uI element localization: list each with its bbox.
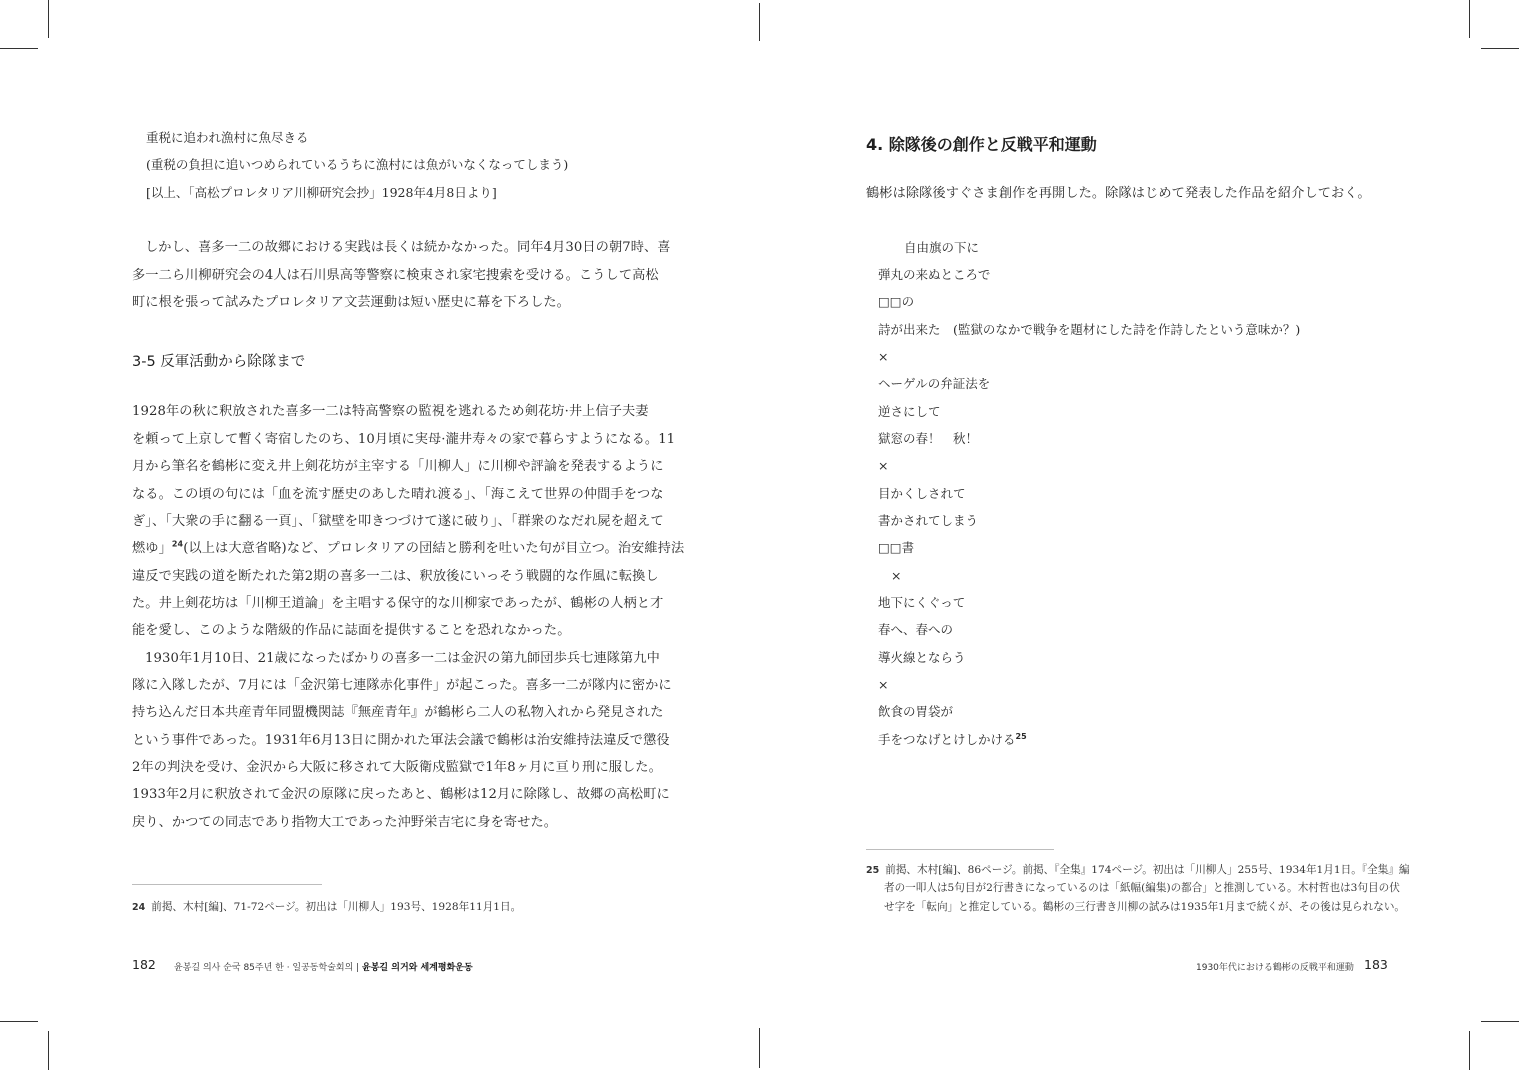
paragraph-text: (以上は大意省略)など、プロレタリアの団結と勝利を吐いた句が目立つ。治安維持法 <box>183 541 685 556</box>
poem-citation: [以上、「高松プロレタリア川柳研究会抄」1928年4月8日より] <box>146 185 497 200</box>
right-page <box>760 0 1519 1070</box>
paragraph-line: 1928年の秋に釈放された喜多一二は特高警察の監視を逃れるため剣花坊·井上信子夫妻 <box>132 404 649 419</box>
poem-line: 春へ、春への <box>878 622 954 637</box>
poem-text: 手をつなげとけしかける <box>878 732 1016 747</box>
page-number: 182 <box>132 957 156 972</box>
poem-line: 自由旗の下に <box>904 240 980 255</box>
footnote-rule <box>866 849 1054 850</box>
running-head <box>174 960 473 973</box>
poem-line: 目かくしされて <box>878 486 966 501</box>
paragraph-text: 燃ゆ」 <box>132 541 172 556</box>
paragraph-line: た。井上剣花坊は「川柳王道論」を主唱する保守的な川柳家であったが、鶴彬の人柄と才 <box>132 596 664 611</box>
footnote-ref[interactable]: 25 <box>1015 731 1027 741</box>
intro-paragraph: 鶴彬は除隊後すぐさま創作を再開した。除隊はじめて発表した作品を紹介しておく。 <box>866 186 1371 201</box>
paragraph-line: 2年の判決を受け、金沢から大阪に移されて大阪衛戍監獄で1年8ヶ月に亘り刑に服した。 <box>132 760 662 775</box>
footnote <box>132 901 521 914</box>
paragraph-line: 戻り、かつての同志であり指物大工であった沖野栄吉宅に身を寄せた。 <box>132 815 558 830</box>
footnote-number: 24 <box>132 902 146 913</box>
poem-line: □□書 <box>878 540 915 555</box>
poem-line: 書かされてしまう <box>878 513 979 528</box>
poem-line: (重税の負担に追いつめられているうちに漁村には魚がいなくなってしまう) <box>146 157 569 172</box>
paragraph-line: 1933年2月に釈放されて金沢の原隊に戻ったあと、鶴彬は12月に除隊し、故郷の高松町に <box>132 787 670 802</box>
footnote-rule <box>132 884 322 885</box>
running-head-title: 윤봉길 의거와 세계평화운동 <box>362 963 473 973</box>
poem-line: 地下にくぐって <box>878 595 966 610</box>
poem-line <box>878 733 1027 747</box>
footnote-continuation: せ字を「転向」と推定している。鶴彬の三行書き川柳の試みは1935年1月まで続くが、その後は見られない。 <box>884 901 1406 913</box>
poem-line: 導火線とならう <box>878 650 966 665</box>
poem-separator: × <box>878 349 889 364</box>
poem-line: 弾丸の来ぬところで <box>878 267 991 282</box>
paragraph-line <box>132 541 684 557</box>
paragraph-line: しかし、喜多一二の故郷における実践は長くは続かなかった。同年4月30日の朝7時、喜 <box>145 240 671 255</box>
running-head: 1930年代における鶴彬の反戦平和運動 <box>1196 963 1354 973</box>
footnote <box>866 864 1409 877</box>
paragraph-line: 持ち込んだ日本共産青年同盟機関誌『無産青年』が鶴彬ら二人の私物入れから発見された <box>132 705 664 720</box>
footnote-ref[interactable]: 24 <box>171 539 184 549</box>
paragraph-line: 多一二ら川柳研究会の4人は石川県高等警察に検束され家宅捜索を受ける。こうして高松 <box>132 268 659 283</box>
paragraph-line: という事件であった。1931年6月13日に開かれた軍法会議で鶴彬は治安維持法違反で懲役 <box>132 733 670 748</box>
paragraph-line: を頼って上京して暫く寄宿したのち、10月頃に実母·瀧井寿々の家で暮らすようになる。11 <box>132 432 676 447</box>
poem-separator: × <box>891 568 902 583</box>
footnote-number: 25 <box>866 865 880 876</box>
poem-line: □□の <box>878 294 915 309</box>
left-page <box>0 0 759 1070</box>
paragraph-line: ぎ」、「大衆の手に翻る一頁」、「獄壁を叩きつづけて遂に破り」、「群衆のなだれ屍を超えて <box>132 514 664 529</box>
paragraph-line: なる。この頃の句には「血を流す歴史のあした晴れ渡る」、「海こえて世界の仲間手をつな <box>132 487 664 502</box>
poem-line: 飲食の胃袋が <box>878 704 954 719</box>
poem-line: ヘーゲルの弁証法を <box>878 376 991 391</box>
section-heading: 3-5 反軍活動から除隊まで <box>132 354 306 370</box>
footnote-continuation: 者の一叩人は5句目が2行書きになっているのは「紙幅(編集)の都合」と推測している。木村哲也は3句目の伏 <box>884 882 1400 894</box>
paragraph-line: 違反で実践の道を断たれた第2期の喜多一二は、釈放後にいっそう戦闘的な作風に転換し <box>132 569 659 584</box>
page-number: 183 <box>1364 957 1388 972</box>
footnote-text: 前掲、木村[編]、71-72ページ。初出は「川柳人」193号、1928年11月1日。 <box>151 901 522 913</box>
footnote-text: 前掲、木村[編]、86ページ。前掲、『全集』174ページ。初出は「川柳人」255号、1934年1月1日。『全集』編 <box>885 864 1410 876</box>
poem-separator: × <box>878 677 889 692</box>
paragraph-line: 町に根を張って試みたプロレタリア文芸運動は短い歴史に幕を下ろした。 <box>132 295 570 310</box>
poem-line: 重税に追われ漁村に魚尽きる <box>146 130 309 145</box>
running-head-text: 윤봉길 의사 순국 85주년 한 · 일공동학술회의 | <box>174 963 360 973</box>
poem-separator: × <box>878 458 889 473</box>
chapter-heading: 4. 除隊後の創作と反戦平和運動 <box>866 135 1097 154</box>
poem-line: 逆さにして <box>878 404 941 419</box>
poem-line: 詩が出来た (監獄のなかで戦争を題材にした詩を作詩したという意味か？) <box>878 322 1301 337</box>
paragraph-line: 能を愛し、このような階級的作品に誌面を提供することを恐れなかった。 <box>132 623 571 638</box>
paragraph-line: 月から筆名を鶴彬に変え井上剣花坊が主宰する「川柳人」に川柳や評論を発表するように <box>132 459 664 474</box>
poem-line: 獄窓の春！ 秋！ <box>878 431 979 446</box>
paragraph-line: 1930年1月10日、21歳になったばかりの喜多一二は金沢の第九師団歩兵七連隊第九中 <box>145 651 660 666</box>
paragraph-line: 隊に入隊したが、7月には「金沢第七連隊赤化事件」が起こった。喜多一二が隊内に密かに <box>132 678 672 693</box>
